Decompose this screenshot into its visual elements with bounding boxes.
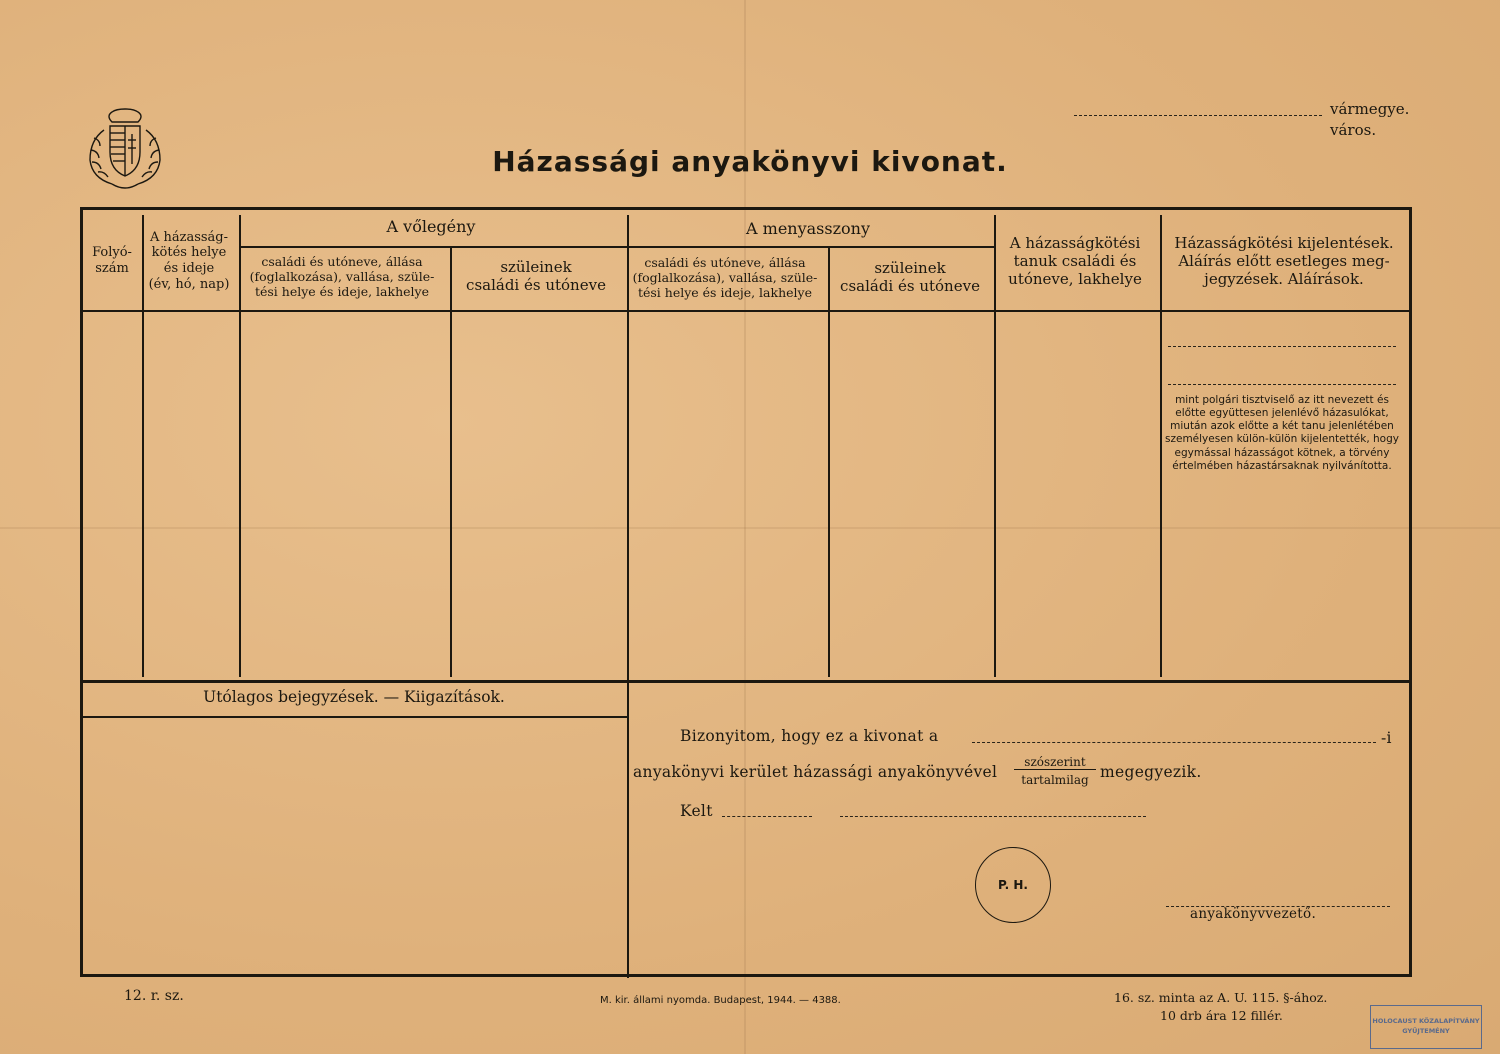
district-field[interactable] [972, 742, 1376, 743]
cert-line-1: Bizonyitom, hogy ez a kivonat a [680, 727, 939, 745]
archive-stamp-line-2: GYŰJTEMÉNY [1402, 1027, 1450, 1036]
header-groom: A vőlegény [386, 217, 476, 237]
register-table [80, 207, 1412, 977]
header-folyoszam: Folyó- szám [92, 245, 132, 276]
seal-placeholder: P. H. [975, 847, 1051, 923]
fraction-bottom: tartalmilag [1021, 773, 1089, 787]
cert-line-2: anyakönyvi kerület házassági anyakönyvével [633, 763, 998, 781]
signature-line-1[interactable] [1168, 346, 1396, 347]
header-place-date: A házasság- kötés helye és ideje (év, hó, nap) [148, 229, 230, 292]
kelt-date-field[interactable] [840, 816, 1146, 817]
header-groom-name: családi és utóneve, állása (foglalkozása), vallása, szüle- tési helye és ideje, lakhelye [249, 253, 435, 299]
header-witnesses: A házasságkötési tanuk családi és utóneve, lakhelye [1008, 234, 1142, 288]
cert-end: megegyezik. [1100, 763, 1202, 781]
header-groom-parents: szüleinek családi és utóneve [466, 258, 606, 294]
header-bride-name: családi és utóneve, állása (foglalkozása), vallása, szüle- tési helye és ideje, lakhelye [632, 254, 818, 300]
cert-suffix: -i [1381, 729, 1392, 747]
form-price: 10 drb ára 12 fillér. [1160, 1008, 1283, 1023]
header-declarations: Házasságkötési kijelentések. Aláírás előtt esetleges meg- jegyzések. Aláírások. [1174, 234, 1394, 288]
form-template-ref: 16. sz. minta az A. U. 115. §-ához. [1114, 990, 1328, 1005]
county-label: vármegye. [1330, 100, 1410, 118]
document-title: Házassági anyakönyvi kivonat. [492, 145, 1008, 178]
archive-stamp-line-1: HOLOCAUST KÖZALAPÍTVÁNY [1372, 1017, 1480, 1025]
city-label: város. [1330, 121, 1377, 139]
corrections-header: Utólagos bejegyzések. — Kiigazítások. [203, 687, 505, 706]
form-number: 12. r. sz. [124, 988, 184, 1004]
kelt-place-field[interactable] [722, 816, 812, 817]
county-field[interactable] [1074, 115, 1322, 116]
registrar-label: anyakönyvvezető. [1190, 906, 1317, 922]
declaration-note: mint polgári tisztviselő az itt nevezett és előtte együttesen jelenlévő házasulókat, miután azok előtte a két tanu jelenlétében személyesen külön-külön kijelentették, hogy egymással házasságot kötnek, a törvény értelmében házastársaknak nyilvánította. [1165, 394, 1399, 472]
fraction-top: szószerint [1014, 755, 1096, 770]
kelt-label: Kelt [680, 802, 713, 820]
archive-stamp [1370, 1005, 1482, 1049]
signature-line-2[interactable] [1168, 384, 1396, 385]
header-bride: A menyasszony [746, 219, 870, 239]
header-bride-parents: szüleinek családi és utóneve [840, 259, 980, 295]
printer-imprint: M. kir. állami nyomda. Budapest, 1944. — 4388. [600, 995, 841, 1006]
